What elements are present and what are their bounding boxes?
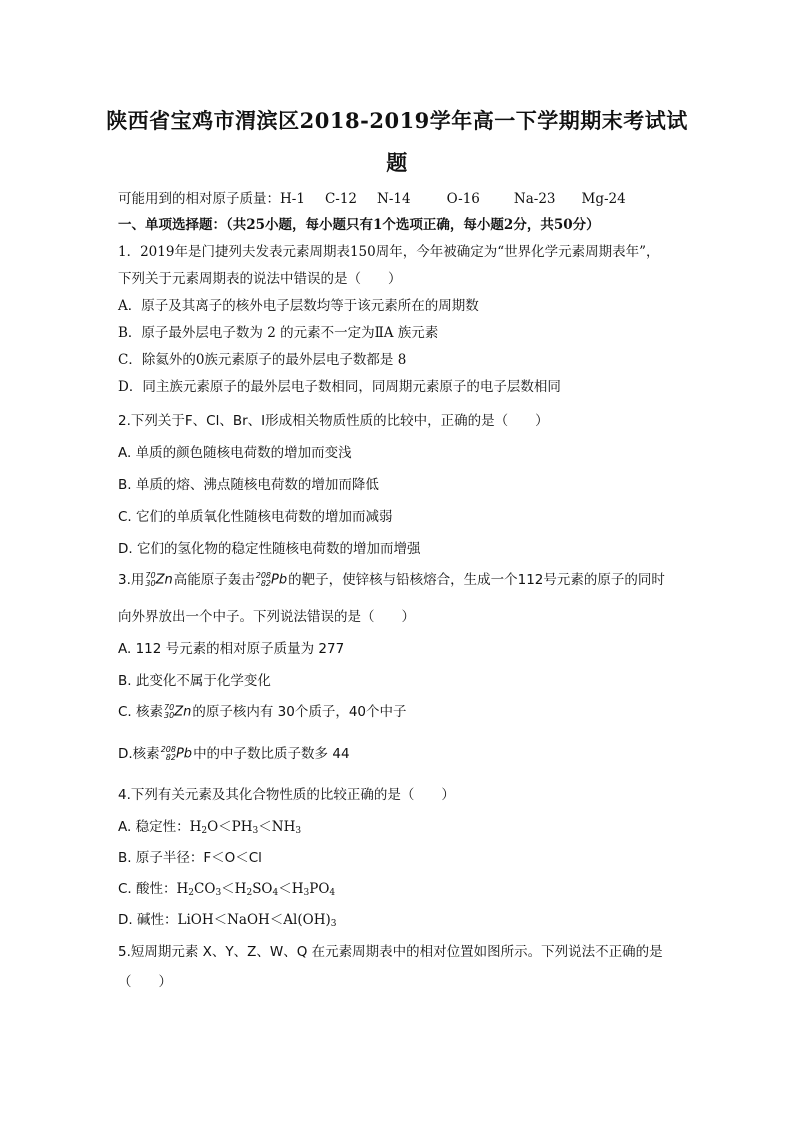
formula-subscript: 2 [188,888,195,898]
formula-part: ＜H [278,881,304,897]
pb-atomic-number: 82 [260,579,272,588]
q2-option-a: A. 单质的颜色随核电荷数的增加而变浅 [118,445,352,461]
formula-part: PO [309,881,330,897]
formula-subscript: 3 [330,919,337,929]
q3-option-c-prefix: C. 核素 [118,704,164,720]
q3-option-d-suffix: 中的中子数比质子数多 44 [193,746,350,762]
zn-nuclide [164,704,191,720]
q3-option-b: B. 此变化不属于化学变化 [118,673,271,689]
q4-option-d-label: D. 碱性： [118,912,178,928]
section-heading: 一、单项选择题：（共25小题，每小题只有1个选项正确，每小题2分，共50分） [118,217,600,233]
atomic-mass-item: C-12 [324,191,358,207]
q1-stem-line2: 下列关于元素周期表的说法中错误的是（ ） [118,271,402,287]
zn-mass-number: 70 [164,703,175,712]
formula-part: O＜PH [207,819,253,835]
q4-option-d [118,908,337,929]
atomic-mass-line [118,187,626,207]
formula-part: H [189,819,202,835]
q1-stem-line1: 1．2019年是门捷列夫发表元素周期表150周年，今年被确定为“世界化学元素周期表年”， [118,244,660,260]
q4-option-b: B. 原子半径：F＜O＜Cl [118,850,262,866]
atomic-mass-item: Na-23 [513,191,556,207]
q5-stem-line1: 5.短周期元素 X、Y、Z、W、Q 在元素周期表中的相对位置如图所示。下列说法不正确的是 [118,944,663,960]
q2-option-c: C. 它们的单质氧化性随核电荷数的增加而减弱 [118,509,393,525]
formula-subscript: 2 [201,826,208,836]
zn-mass-number: 70 [145,571,156,580]
q2-option-d: D. 它们的氢化物的稳定性随核电荷数的增加而增强 [118,541,421,557]
q4-option-c [118,877,335,898]
zn-symbol: Zn [155,572,173,588]
zn-atomic-number: 30 [145,579,156,588]
pb-atomic-number: 82 [165,753,176,762]
zn-symbol: Zn [174,704,192,720]
formula-part: ＜NH [258,819,296,835]
atomic-mass-label: 可能用到的相对原子质量： [118,191,280,207]
formula-part: H [176,881,189,897]
q3-stem-line1 [118,568,665,588]
q4-option-a [118,815,301,836]
q2-stem: 2.下列关于F、Cl、Br、I形成相关物质性质的比较中，正确的是（ ） [118,413,549,429]
formula-subscript: 2 [246,888,253,898]
q4-option-a-label: A. 稳定性： [118,819,190,835]
formula-subscript: 4 [329,888,336,898]
formula-part: CO [194,881,216,897]
q2-option-b: B. 单质的熔、沸点随核电荷数的增加而降低 [118,477,379,493]
formula-subscript: 3 [303,888,310,898]
q3-option-c [118,700,407,720]
q3-stem-line2: 向外界放出一个中子。下列说法错误的是（ ） [118,609,415,625]
pb-nuclide [256,572,287,588]
formula-subscript: 4 [272,888,279,898]
q1-option-c: C．除氦外的0族元素原子的最外层电子数都是 8 [118,352,407,368]
q3-option-d-prefix: D.核素 [118,746,160,762]
zn-nuclide [145,572,172,588]
formula-subscript: 3 [252,826,259,836]
formula-part: ＜H [221,881,247,897]
formula-part: SO [252,881,273,897]
q3-stem-mid: 高能原子轰击 [173,572,255,588]
q3-stem-prefix: 3.用 [118,572,145,588]
formula-subscript: 3 [295,826,302,836]
atomic-mass-item: Mg-24 [581,191,626,207]
q1-option-d: D．同主族元素原子的最外层电子数相同，同周期元素原子的电子层数相同 [118,379,561,395]
pb-symbol: Pb [271,572,288,588]
q3-option-a: A. 112 号元素的相对原子质量为 277 [118,641,345,657]
pb-mass-number: 208 [160,745,176,754]
formula-part: LiOH＜NaOH＜Al(OH) [177,912,331,928]
q1-option-b: B．原子最外层电子数为 2 的元素不一定为ⅡA 族元素 [118,325,439,341]
q4-stem: 4.下列有关元素及其化合物性质的比较正确的是（ ） [118,787,455,803]
pb-nuclide [161,746,192,762]
formula-subscript: 3 [215,888,222,898]
q3-option-c-suffix: 的原子核内有 30个质子，40个中子 [192,704,407,720]
exam-title-line1: 陕西省宝鸡市渭滨区2018-2019学年高一下学期期末考试试 [106,108,688,133]
q3-stem-suffix: 的靶子，使锌核与铅核熔合，生成一个112号元素的原子的同时 [288,572,665,588]
atomic-mass-item: H-1 [280,191,305,207]
q5-stem-line2: （ ） [118,974,172,990]
atomic-mass-item: N-14 [377,191,411,207]
q4-option-c-label: C. 酸性： [118,881,177,897]
pb-mass-number: 208 [255,571,272,580]
atomic-mass-item: O-16 [446,191,480,207]
pb-symbol: Pb [175,746,193,762]
q3-option-d [118,742,350,762]
q1-option-a: A．原子及其离子的核外电子层数均等于该元素所在的周期数 [118,298,479,314]
zn-atomic-number: 30 [164,711,175,720]
exam-title-line2: 题 [386,150,408,175]
